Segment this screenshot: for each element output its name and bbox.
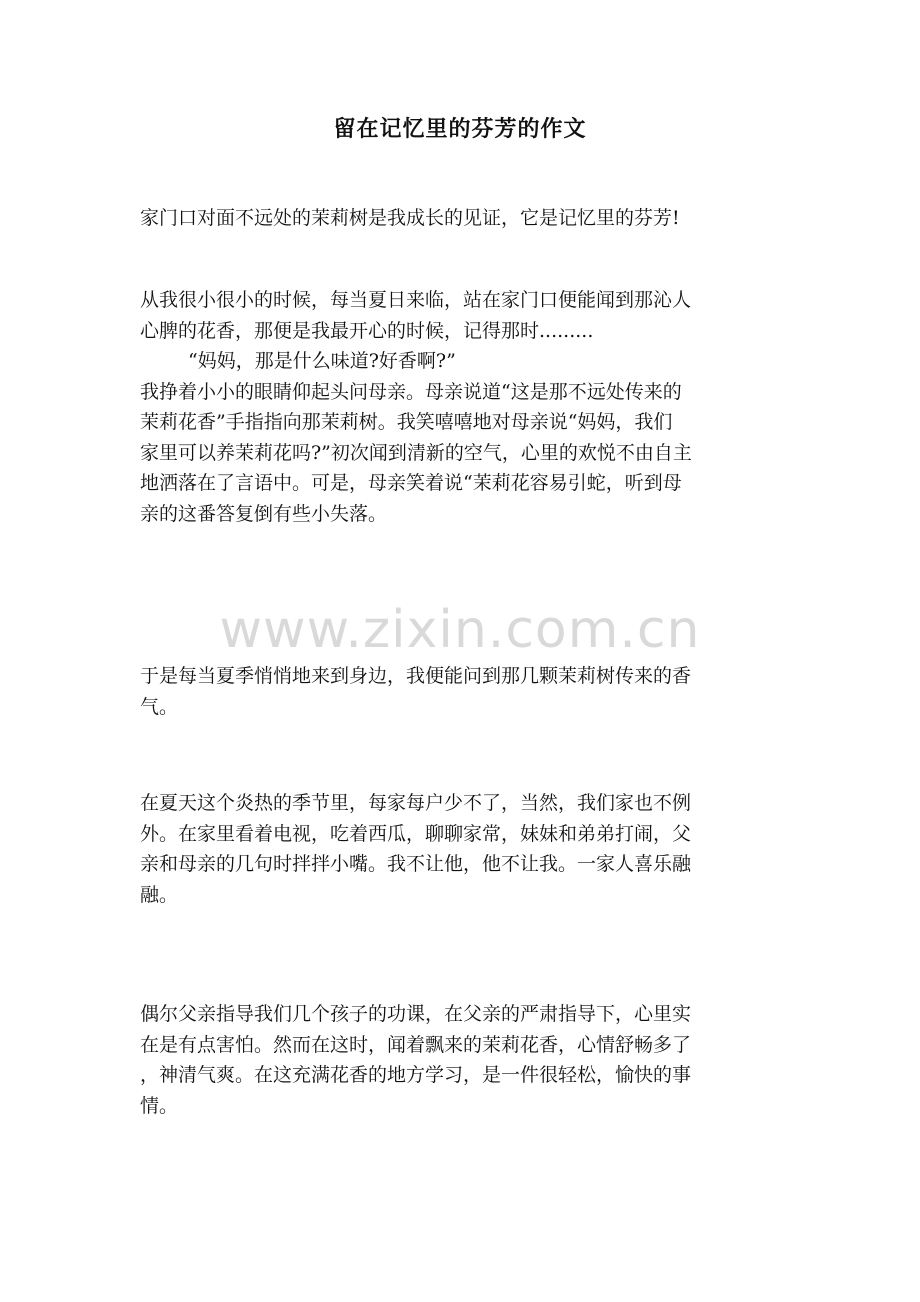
paragraph-3 <box>140 661 780 722</box>
dialogue-line: “妈妈，那是什么味道?好香啊?” <box>188 350 456 372</box>
paragraph-5 <box>140 999 780 1121</box>
text-line: 于是每当夏季悄悄地来到身边，我便能问到那几颗茉莉树传来的香 <box>140 665 692 687</box>
paragraph-2 <box>140 285 780 529</box>
text-line: 亲的这番答复倒有些小失落。 <box>140 502 388 525</box>
text-line: 我挣着小小的眼睛仰起头问母亲。母亲说道“这是那不远处传来的 <box>140 380 682 403</box>
text-line: 茉莉花香”手指指向那茉莉树。我笑嘻嘻地对母亲说“妈妈，我们 <box>140 411 673 433</box>
text-line: 家门口对面不远处的茉莉树是我成长的见证，它是记忆里的芬芳! <box>140 207 680 229</box>
text-line: 家里可以养茉莉花吗?”初次闻到清新的空气，心里的欢悦不由自主 <box>140 441 692 464</box>
text-line: 气。 <box>140 695 179 718</box>
text-line: 在夏天这个炎热的季节里，每家每户少不了，当然，我们家也不例 <box>140 792 692 814</box>
paragraph-1 <box>140 203 780 234</box>
watermark: www.zixin.com.cn <box>219 600 701 660</box>
text-line: 外。在家里看着电视，吃着西瓜，聊聊家常，妹妹和弟弟打闹，父 <box>140 822 692 845</box>
essay-title: 留在记忆里的芬芳的作文 <box>333 116 587 142</box>
text-line: 融。 <box>140 883 179 906</box>
text-line: 偶尔父亲指导我们几个孩子的功课，在父亲的严肃指导下，心里实 <box>140 1003 692 1025</box>
text-line: 心脾的花香，那便是我最开心的时候，记得那时......... <box>140 319 594 342</box>
text-line: 在是有点害怕。然而在这时，闻着飘来的茉莉花香，心情舒畅多了 <box>140 1033 692 1056</box>
text-line: 从我很小很小的时候，每当夏日来临，站在家门口便能闻到那沁人 <box>140 289 692 311</box>
text-line: ，神清气爽。在这充满花香的地方学习，是一件很轻松，愉快的事 <box>140 1064 692 1086</box>
text-line: 亲和母亲的几句时拌拌小嘴。我不让他，他不让我。一家人喜乐融 <box>140 853 692 875</box>
text-line: 情。 <box>140 1094 179 1117</box>
paragraph-4 <box>140 788 780 910</box>
text-line: 地洒落在了言语中。可是，母亲笑着说“茉莉花容易引蛇，听到母 <box>140 472 682 494</box>
